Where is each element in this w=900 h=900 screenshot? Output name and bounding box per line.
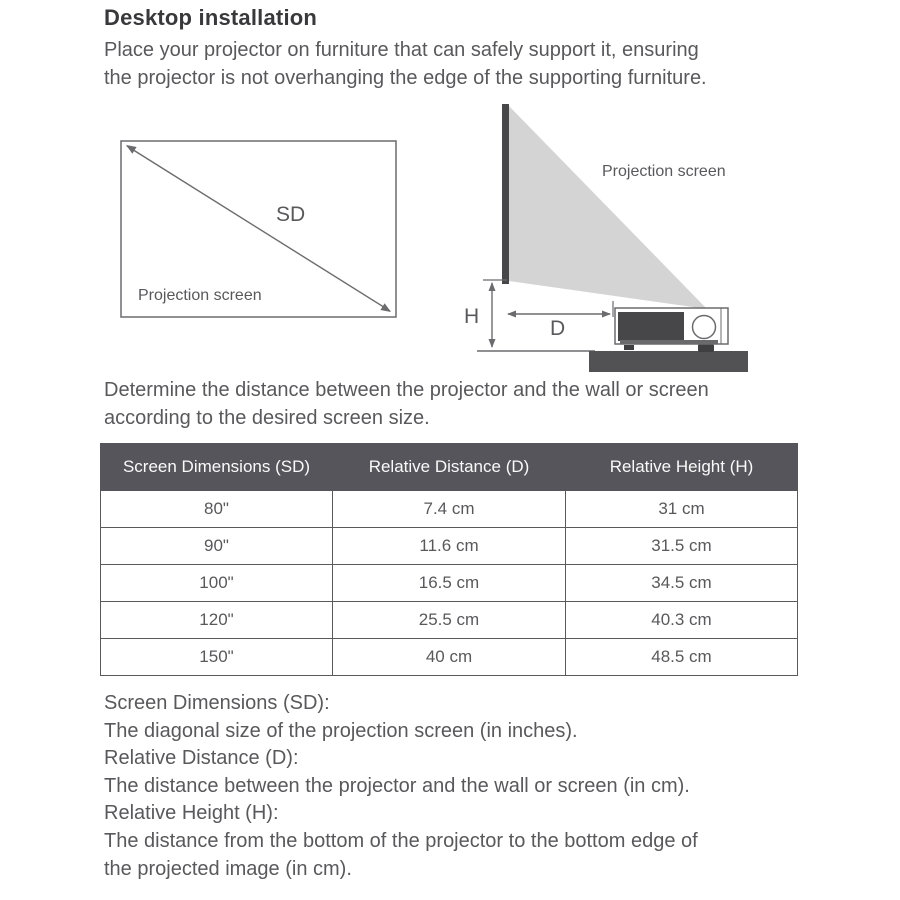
projection-screen-bar bbox=[502, 104, 509, 284]
table-cell: 31 cm bbox=[566, 491, 798, 528]
d-label: D bbox=[550, 317, 566, 340]
light-cone bbox=[509, 106, 707, 309]
determine-paragraph bbox=[104, 376, 709, 432]
installation-diagrams bbox=[0, 90, 900, 380]
determine-line: according to the desired screen size. bbox=[104, 407, 430, 429]
table-cell: 48.5 cm bbox=[566, 639, 798, 676]
table-cell: 34.5 cm bbox=[566, 565, 798, 602]
table-cell: 100" bbox=[101, 565, 333, 602]
table-cell: 120" bbox=[101, 602, 333, 639]
table-row bbox=[101, 565, 798, 602]
intro-line: the projector is not overhanging the edge of the supporting furniture. bbox=[104, 67, 707, 89]
projection-screen-label: Projection screen bbox=[602, 163, 726, 180]
table-cell: 40 cm bbox=[333, 639, 566, 676]
table-cell: 150" bbox=[101, 639, 333, 676]
definition-text: The distance between the projector and the wall or screen (in cm). bbox=[104, 774, 690, 797]
table-row bbox=[101, 639, 798, 676]
projector-grille bbox=[620, 340, 718, 344]
header-relative-height: Relative Height (H) bbox=[566, 444, 798, 491]
intro-paragraph bbox=[104, 36, 707, 92]
table-row bbox=[101, 602, 798, 639]
table-header-row bbox=[101, 444, 798, 491]
table-row bbox=[101, 528, 798, 565]
header-screen-dimensions: Screen Dimensions (SD) bbox=[101, 444, 333, 491]
header-relative-distance: Relative Distance (D) bbox=[333, 444, 566, 491]
table-cell: 31.5 cm bbox=[566, 528, 798, 565]
intro-line: Place your projector on furniture that can safely support it, ensuring bbox=[104, 39, 699, 61]
projector-vent-panel bbox=[618, 312, 684, 341]
distance-spec-table bbox=[100, 443, 798, 676]
side-view-diagram bbox=[464, 104, 748, 372]
table-cell: 11.6 cm bbox=[333, 528, 566, 565]
projection-screen-label: Projection screen bbox=[138, 287, 262, 304]
definition-text: the projected image (in cm). bbox=[104, 857, 352, 880]
sd-label: SD bbox=[276, 203, 306, 226]
table-cell: 90" bbox=[101, 528, 333, 565]
table-cell: 80" bbox=[101, 491, 333, 528]
definitions-section bbox=[104, 690, 698, 883]
determine-line: Determine the distance between the projector and the wall or screen bbox=[104, 379, 709, 401]
definition-text: The distance from the bottom of the projector to the bottom edge of bbox=[104, 829, 698, 852]
table-cell: 25.5 cm bbox=[333, 602, 566, 639]
table-cell: 40.3 cm bbox=[566, 602, 798, 639]
distance-measure-arrow-icon bbox=[507, 301, 613, 318]
definition-term: Relative Distance (D): bbox=[104, 747, 299, 770]
projector-foot bbox=[698, 344, 714, 352]
table-cell: 16.5 cm bbox=[333, 565, 566, 602]
h-label: H bbox=[464, 305, 480, 328]
table-cell: 7.4 cm bbox=[333, 491, 566, 528]
screen-size-diagram bbox=[121, 141, 396, 317]
projector-illustration bbox=[615, 308, 728, 352]
height-measure-arrow-icon bbox=[483, 280, 507, 348]
furniture-block bbox=[589, 351, 748, 372]
definition-term: Relative Height (H): bbox=[104, 802, 279, 825]
projector-foot bbox=[624, 345, 634, 350]
definition-term: Screen Dimensions (SD): bbox=[104, 692, 330, 714]
definition-text: The diagonal size of the projection screen (in inches). bbox=[104, 719, 578, 742]
page-title: Desktop installation bbox=[104, 5, 318, 30]
table-row bbox=[101, 491, 798, 528]
projector-lens bbox=[693, 316, 716, 339]
